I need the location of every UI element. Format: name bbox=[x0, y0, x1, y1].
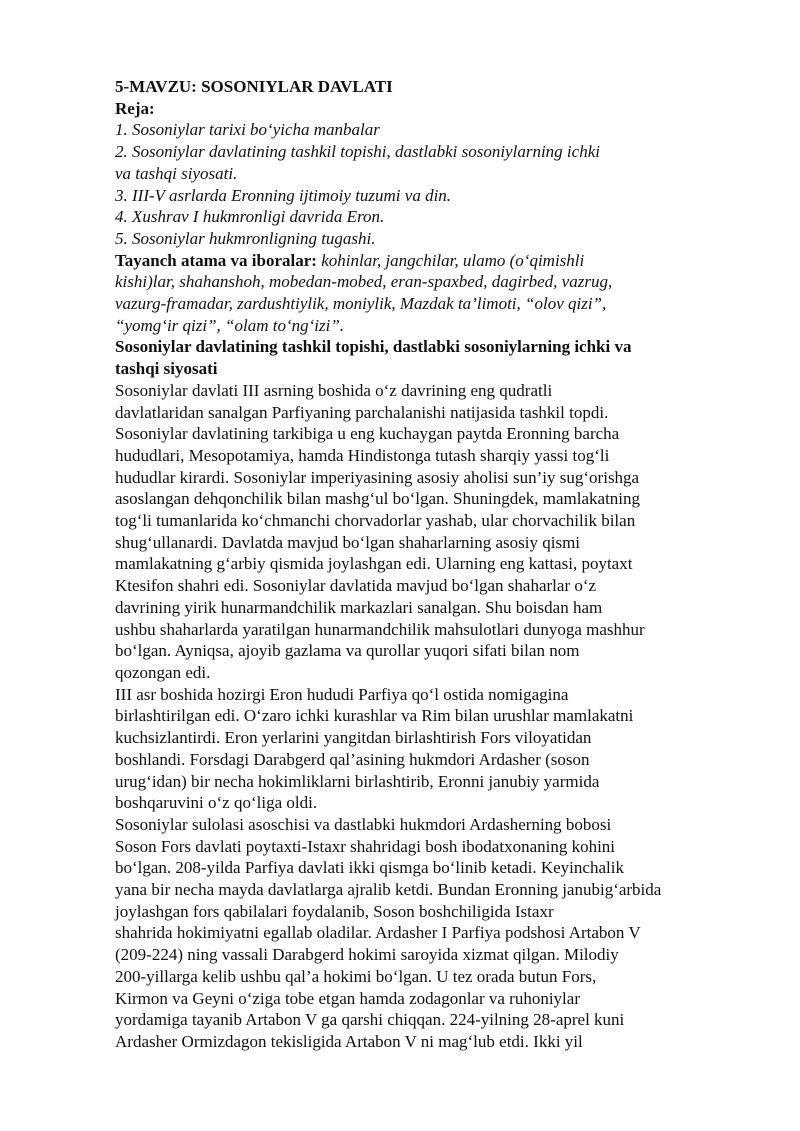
paragraph-line: shug‘ullanardi. Davlatda mavjud bo‘lgan shaharlarning asosiy qismi bbox=[115, 532, 581, 552]
paragraph-line: Kirmon va Geyni o‘ziga tobe etgan hamda zodagonlar va ruhoniylar bbox=[115, 988, 580, 1008]
paragraph-line: davlatlaridan sanalgan Parfiyaning parchalanishi natijasida tashkil topdi. bbox=[115, 402, 609, 422]
paragraph-line: davrining yirik hunarmandchilik markazlari sanalgan. Shu boisdan ham bbox=[115, 597, 603, 617]
section-heading bbox=[115, 336, 735, 379]
document-page bbox=[115, 76, 735, 1053]
paragraph-line: asoslangan dehqonchilik bilan mashg‘ul bo‘lgan. Shuningdek, mamlakatning bbox=[115, 489, 641, 509]
plan-item: 4. Xushrav I hukmronligi davrida Eron. bbox=[115, 207, 385, 227]
key-terms-label: Tayanch atama va iboralar: bbox=[115, 250, 317, 270]
paragraph-line: birlashtirilgan edi. O‘zaro ichki kurashlar va Rim bilan urushlar mamlakatni bbox=[115, 706, 634, 726]
paragraph-line: hududlar kirardi. Sosoniylar imperiyasining asosiy aholisi sun’iy sug‘orishga bbox=[115, 467, 640, 487]
paragraph-line: Soson Fors davlati poytaxti-Istaxr shahridagi bosh ibodatxonaning kohini bbox=[115, 836, 616, 856]
paragraph bbox=[115, 814, 735, 1053]
paragraph-line: 200-yillarga kelib ushbu qal’a hokimi bo‘lgan. U tez orada butun Fors, bbox=[115, 966, 597, 986]
paragraph-line: tog‘li tumanlarida ko‘chmanchi chorvadorlar yashab, ular chorvachilik bilan bbox=[115, 511, 636, 531]
plan-item: va tashqi siyosati. bbox=[115, 163, 238, 183]
paragraph-line: bo‘lgan. 208-yilda Parfiya davlati ikki qismga bo‘linib ketadi. Keyinchalik bbox=[115, 858, 624, 878]
paragraph-line: hududlari, Mesopotamiya, hamda Hindistonga tutash sharqiy yassi tog‘li bbox=[115, 445, 610, 465]
paragraph-line: ushbu shaharlarda yaratilgan hunarmandchilik mahsulotlari dunyoga mashhur bbox=[115, 619, 645, 639]
paragraph-line: bo‘lgan. Ayniqsa, ajoyib gazlama va qurollar yuqori sifati bilan nom bbox=[115, 641, 580, 661]
paragraph-line: joylashgan fors qabilalari foydalanib, Soson boshchiligida Istaxr bbox=[115, 901, 554, 921]
paragraph-line: Sosoniylar davlati III asrning boshida o‘z davrining eng qudratli bbox=[115, 380, 553, 400]
paragraph bbox=[115, 684, 735, 814]
section-heading-line: Sosoniylar davlatining tashkil topishi, dastlabki sosoniylarning ichki va bbox=[115, 337, 632, 357]
section-heading-line: tashqi siyosati bbox=[115, 359, 218, 379]
paragraph bbox=[115, 380, 735, 684]
paragraph-line: Sosoniylar sulolasi asoschisi va dastlabki hukmdori Ardasherning bobosi bbox=[115, 814, 612, 834]
paragraph-line: yordamiga tayanib Artabon V ga qarshi chiqqan. 224-yilning 28-aprel kuni bbox=[115, 1010, 625, 1030]
paragraph-line: boshlandi. Forsdagi Darabgerd qal’asining hukmdori Ardasher (soson bbox=[115, 749, 590, 769]
key-terms bbox=[115, 250, 735, 337]
plan-item: 1. Sosoniylar tarixi bo‘yicha manbalar bbox=[115, 120, 380, 140]
plan-item: 2. Sosoniylar davlatining tashkil topishi, dastlabki sosoniylarning ichki bbox=[115, 142, 600, 162]
paragraph-line: mamlakatning g‘arbiy qismida joylashgan edi. Ularning eng kattasi, poytaxt bbox=[115, 554, 633, 574]
key-terms-text: kohinlar, jangchilar, ulamo (o‘qimishli bbox=[316, 250, 585, 270]
paragraph-line: qozongan edi. bbox=[115, 662, 211, 682]
paragraph-line: boshqaruvini o‘z qo‘liga oldi. bbox=[115, 793, 318, 813]
paragraph-line: kuchsizlantirdi. Eron yerlarini yangitdan birlashtirish Fors viloyatidan bbox=[115, 728, 592, 748]
key-terms-line: vazurg-framadar, zardushtiylik, moniylik, Mazdak ta’limoti, “olov qizi”, bbox=[115, 294, 607, 314]
paragraph-line: III asr boshida hozirgi Eron hududi Parfiya qo‘l ostida nomigagina bbox=[115, 684, 569, 704]
paragraph-line: Ardasher Ormizdagon tekisligida Artabon V ni mag‘lub etdi. Ikki yil bbox=[115, 1031, 583, 1051]
paragraph-line: urug‘idan) bir necha hokimliklarni birlashtirib, Eronni janubiy yarmida bbox=[115, 771, 600, 791]
plan-list bbox=[115, 119, 735, 249]
key-terms-first-line bbox=[115, 250, 735, 272]
plan-item: 3. III-V asrlarda Eronning ijtimoiy tuzumi va din. bbox=[115, 185, 452, 205]
key-terms-line: kishi)lar, shahanshoh, mobedan-mobed, eran-spaxbed, dagirbed, vazrug, bbox=[115, 272, 613, 292]
paragraph-line: Ktesifon shahri edi. Sosoniylar davlatida mavjud bo‘lgan shaharlar o‘z bbox=[115, 576, 597, 596]
paragraph-line: yana bir necha mayda davlatlarga ajralib ketdi. Bundan Eronning janubig‘arbida bbox=[115, 880, 662, 900]
key-terms-line: “yomg‘ir qizi”, “olam to‘ng‘izi”. bbox=[115, 315, 345, 335]
paragraph-line: (209-224) ning vassali Darabgerd hokimi saroyida xizmat qilgan. Milodiy bbox=[115, 945, 619, 965]
plan-heading: Reja: bbox=[115, 98, 155, 118]
paragraph-line: Sosoniylar davlatining tarkibiga u eng kuchaygan paytda Eronning barcha bbox=[115, 424, 620, 444]
paragraph-line: shahrida hokimiyatni egallab oladilar. Ardasher I Parfiya podshosi Artabon V bbox=[115, 923, 641, 943]
plan-item: 5. Sosoniylar hukmronligning tugashi. bbox=[115, 228, 376, 248]
page-title: 5-MAVZU: SOSONIYLAR DAVLATI bbox=[115, 77, 393, 96]
